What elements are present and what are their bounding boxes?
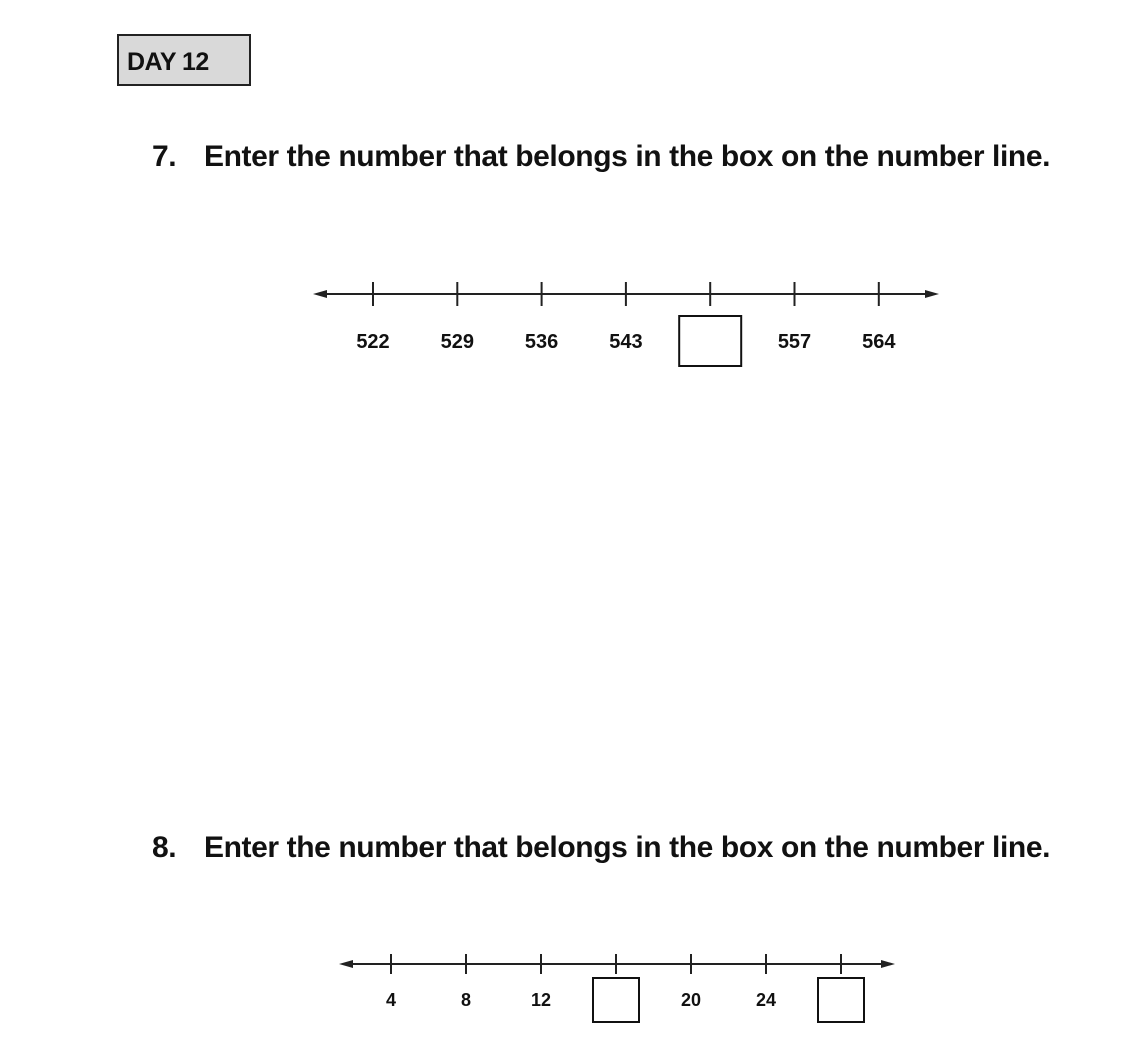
tick-label: 564 (862, 331, 896, 353)
answer-box (818, 978, 864, 1022)
tick-label: 536 (524, 331, 559, 353)
question-prompt: Enter the number that belongs in the box on the number line. (204, 140, 1051, 173)
tick-label: 522 (356, 331, 390, 353)
tick-label: 557 (777, 331, 812, 353)
answer-box (679, 316, 741, 366)
arrow-right-icon (881, 960, 895, 968)
number-line-q7 (0, 270, 1144, 380)
question-number: 7. (152, 140, 177, 173)
tick-label: 529 (440, 331, 474, 353)
question-7 (152, 140, 1050, 174)
tick-label: 4 (385, 990, 397, 1010)
tick-label: 12 (530, 990, 552, 1010)
question-prompt: Enter the number that belongs in the box on the number line. (204, 831, 1051, 864)
answer-box (593, 978, 639, 1022)
arrow-left-icon (339, 960, 353, 968)
arrow-left-icon (313, 290, 327, 298)
question-8 (152, 831, 1050, 865)
tick-label: 8 (460, 990, 472, 1010)
day-label: DAY 12 (117, 34, 251, 86)
number-line-q8 (0, 945, 1144, 1035)
tick-label: 543 (609, 331, 643, 353)
question-number: 8. (152, 831, 177, 864)
tick-label: 20 (680, 990, 702, 1010)
tick-label: 24 (755, 990, 777, 1010)
arrow-right-icon (925, 290, 939, 298)
